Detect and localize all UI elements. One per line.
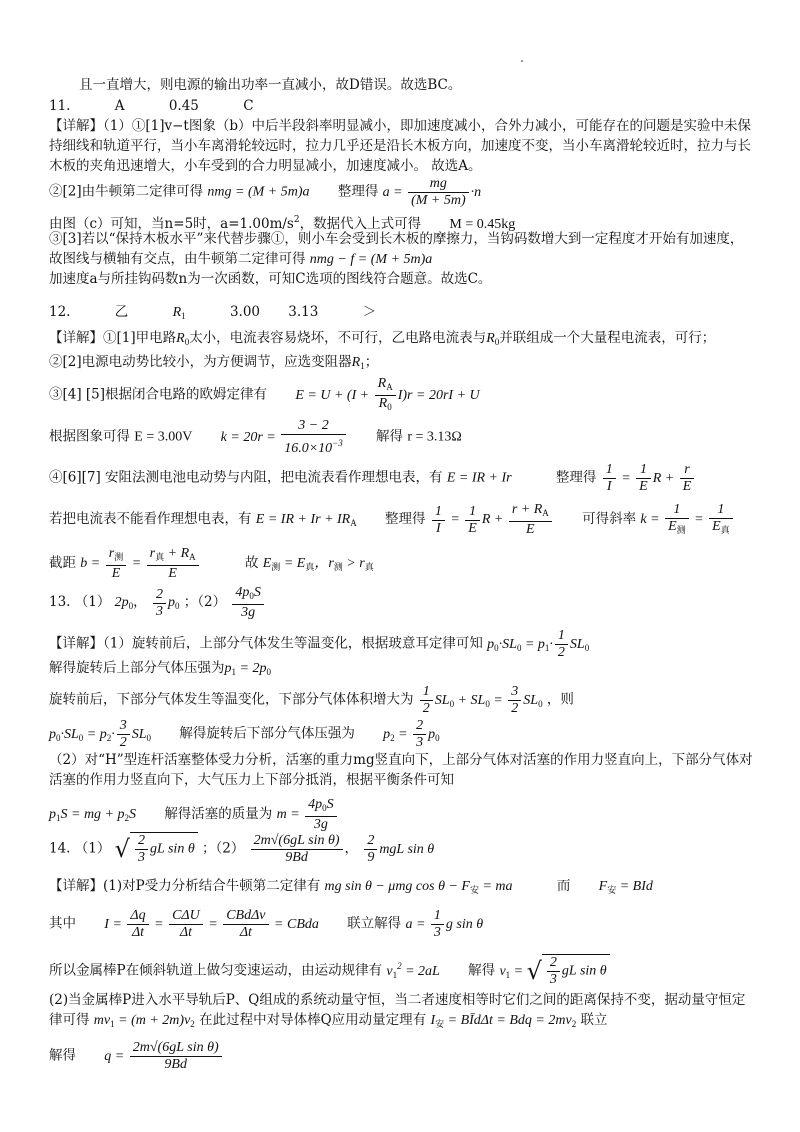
formula-friction: nmg − f = (M + 5m)a bbox=[309, 252, 433, 267]
formula-newton: nmg = (M + 5m)a bbox=[207, 184, 310, 200]
detail-12-part1: 【详解】①[1]甲电路$R_0$太小，电流表容易烧坏，不可行，乙电路电流表与$R_0$并联组成一个大量程电流表，可行； bbox=[49, 330, 716, 347]
detail-11-part3: ③[3]若以“保持木板水平”来代替步骤①，则小车会受到长木板的摩擦力，当钩码数增大到一定程度才开始有加速度，故图线与横轴有交点，由牛顿第二定律可得 nmg − f = (M + 5m)a bbox=[49, 231, 744, 267]
line-01: 且一直增大，则电源的输出功率一直减小，故D错误。故选BC。 bbox=[79, 77, 462, 93]
detail-12-part6: 截距 b = $\frac{r_测}{E}$ = $\frac{r_真 + R_A}{E}$ 故 $E_测 = E_真$，$r_测 > r_真$ bbox=[49, 546, 374, 581]
answer-12: 12. 乙 $R_1$ 3.00 3.13 ＞ bbox=[49, 304, 377, 321]
scan-dot bbox=[521, 60, 523, 62]
detail-11-conclusion: 加速度a与所挂钩码数n为一次函数，可知C选项的图线符合题意。故选C。 bbox=[49, 271, 492, 287]
detail-14-part4: (2)当金属棒P进入水平导轨后P、Q组成的系统动量守恒，当二者速度相等时它们之间的距离保持不变，据动量守恒定律可得 $mv_1 = (m + 2m)v_2$ 在此过程中对导体棒Q应用动量定理有 $I_安$ = BĪdΔt = Bdq = $2mv_2$ 联立 bbox=[49, 992, 746, 1029]
formula-a: a = $\frac{mg}{(M + 5m)}$ ·n bbox=[382, 176, 482, 208]
formula-ohm: E = U + (I + $\frac{R_A}{R_0}$ I)r = 20rI + U bbox=[295, 376, 480, 412]
detail-13-part2: 旋转前后，下部分气体发生等温变化，下部分气体体积增大为 $\frac{1}{2}$ $SL_0 + SL_0$ = $\frac{3}{2}$ $SL_0$ ，则 bbox=[49, 684, 574, 716]
detail-12-part5: 若把电流表不能看作理想电表，有 E = IR + $Ir + IR_A$ 整理得 $\frac{1}{I}$ = $\frac{1}{E}$ R + $\frac{r + R_A}{E}$ 可得斜率 k = $\frac{1}{E_测}$ = $\frac{1}{E_真}$ bbox=[49, 502, 756, 538]
detail-11-part2: ②[2]由牛顿第二定律可得 nmg = (M + 5m)a 整理得 a = $\frac{mg}{(M + 5m)}$ ·n bbox=[49, 176, 482, 208]
detail-12-part4: ④[6][7] 安阻法测电池电动势与内阻，把电流表看作理想电表，有 E = IR + Ir 整理得 $\frac{1}{I}$ = $\frac{1}{E}$ R + $\frac{r}{E}$ bbox=[49, 462, 756, 495]
detail-13-part1: 【详解】（1）旋转前后，上部分气体发生等温变化，根据玻意耳定律可知 $p_0\cdot SL_0 = p_1\cdot$ $\frac{1}{2}$ $SL_0$ bbox=[49, 628, 590, 660]
detail-14-part2: 其中 I = $\frac{\Delta q}{\Delta t}$ = $\frac{\text{CΔU}}{\Delta t}$ = $\frac{\text{CBdΔv}}{\Delta t}$ = CBda 联立解得 a = $\frac{1}{3}$ g sin θ bbox=[49, 908, 484, 940]
detail-11-data: 由图（c）可知，当n=5时，$a=1.00m/s^2$，数据代入上式可得 M = 0.45kg bbox=[49, 215, 516, 232]
detail-12-part2: ②[2]电源电动势比较小，为方便调节，应选变阻器$R_1$； bbox=[49, 354, 379, 371]
detail-14-part3: 所以金属棒P在倾斜轨道上做匀变速运动，由运动规律有 $v_1^2 = 2aL$ 解得 $v_1$ = √ $\frac{2}{3}$ gL sin θ bbox=[49, 954, 756, 988]
answer-14: 14. （1） √ $\frac{2}{3}$ gL sin θ ；（2） $\frac{\text{2m√(6gL sin θ)}}{9Bd}$ ， $\frac{2}{9}$ mgL sin θ bbox=[49, 832, 435, 865]
detail-13-result3: $p_1S$ = mg + $p_2S$ 解得活塞的质量为 m = $\frac{4p_0S}{3g}$ bbox=[49, 797, 756, 833]
detail-14-result: 解得 q = $\frac{\text{2m√(6gL sin θ)}}{9Bd}$ bbox=[49, 1040, 756, 1073]
detail-13-result1: 解得旋转后上部分气体压强为$p_1 = 2p_0$ bbox=[49, 660, 271, 677]
detail-13-part3: （2）对“H”型连杆活塞整体受力分析，活塞的重力mg竖直向下，上部分气体对活塞的作用力竖直向上，下部分气体对活塞的作用力竖直向下，大气压力上下部分抵消，根据平衡条件可知 bbox=[49, 752, 753, 788]
answer-11: 11. A 0.45 C bbox=[49, 98, 254, 114]
detail-13-result2: $p_0\cdot SL_0 = p_2\cdot$ $\frac{3}{2}$ $SL_0$ 解得旋转后下部分气体压强为 $p_2$ = $\frac{2}{3}$ $p_0$ bbox=[49, 718, 440, 750]
detail-12-graph: 根据图象可得 E = 3.00V k = 20r = $\frac{3 - 2}{16.0\times 10^{-3}}$ 解得 r = 3.13Ω bbox=[49, 418, 462, 456]
detail-14-part1: 【详解】(1)对P受力分析结合牛顿第二定律有 mg sin θ − μmg $\cos \theta - F_安$ = ma 而 $F_安$ = BId bbox=[49, 878, 653, 895]
detail-11-part1: 【详解】（1）①[1]v−t图象（b）中后半段斜率明显减小，即加速度减小，合外力减小，可能存在的问题是实验中未保持细线和轨道平行，当小车离滑轮较远时，拉力几乎还是沿长木板方向，加速度不变，当小车离滑轮较近时，拉力与长木板的夹角迅速增大，小车受到的合力明显减小，加速度减小。 故选A。 bbox=[49, 118, 751, 174]
detail-12-part3: ③[4] [5]根据闭合电路的欧姆定律有 E = U + (I + $\frac{R_A}{R_0}$ I)r = 20rI + U bbox=[49, 376, 480, 412]
answer-13: 13. （1） $2p_0$， $\frac{2}{3}$ $p_0$ ；（2） $\frac{4p_0S}{3g}$ bbox=[49, 585, 756, 621]
